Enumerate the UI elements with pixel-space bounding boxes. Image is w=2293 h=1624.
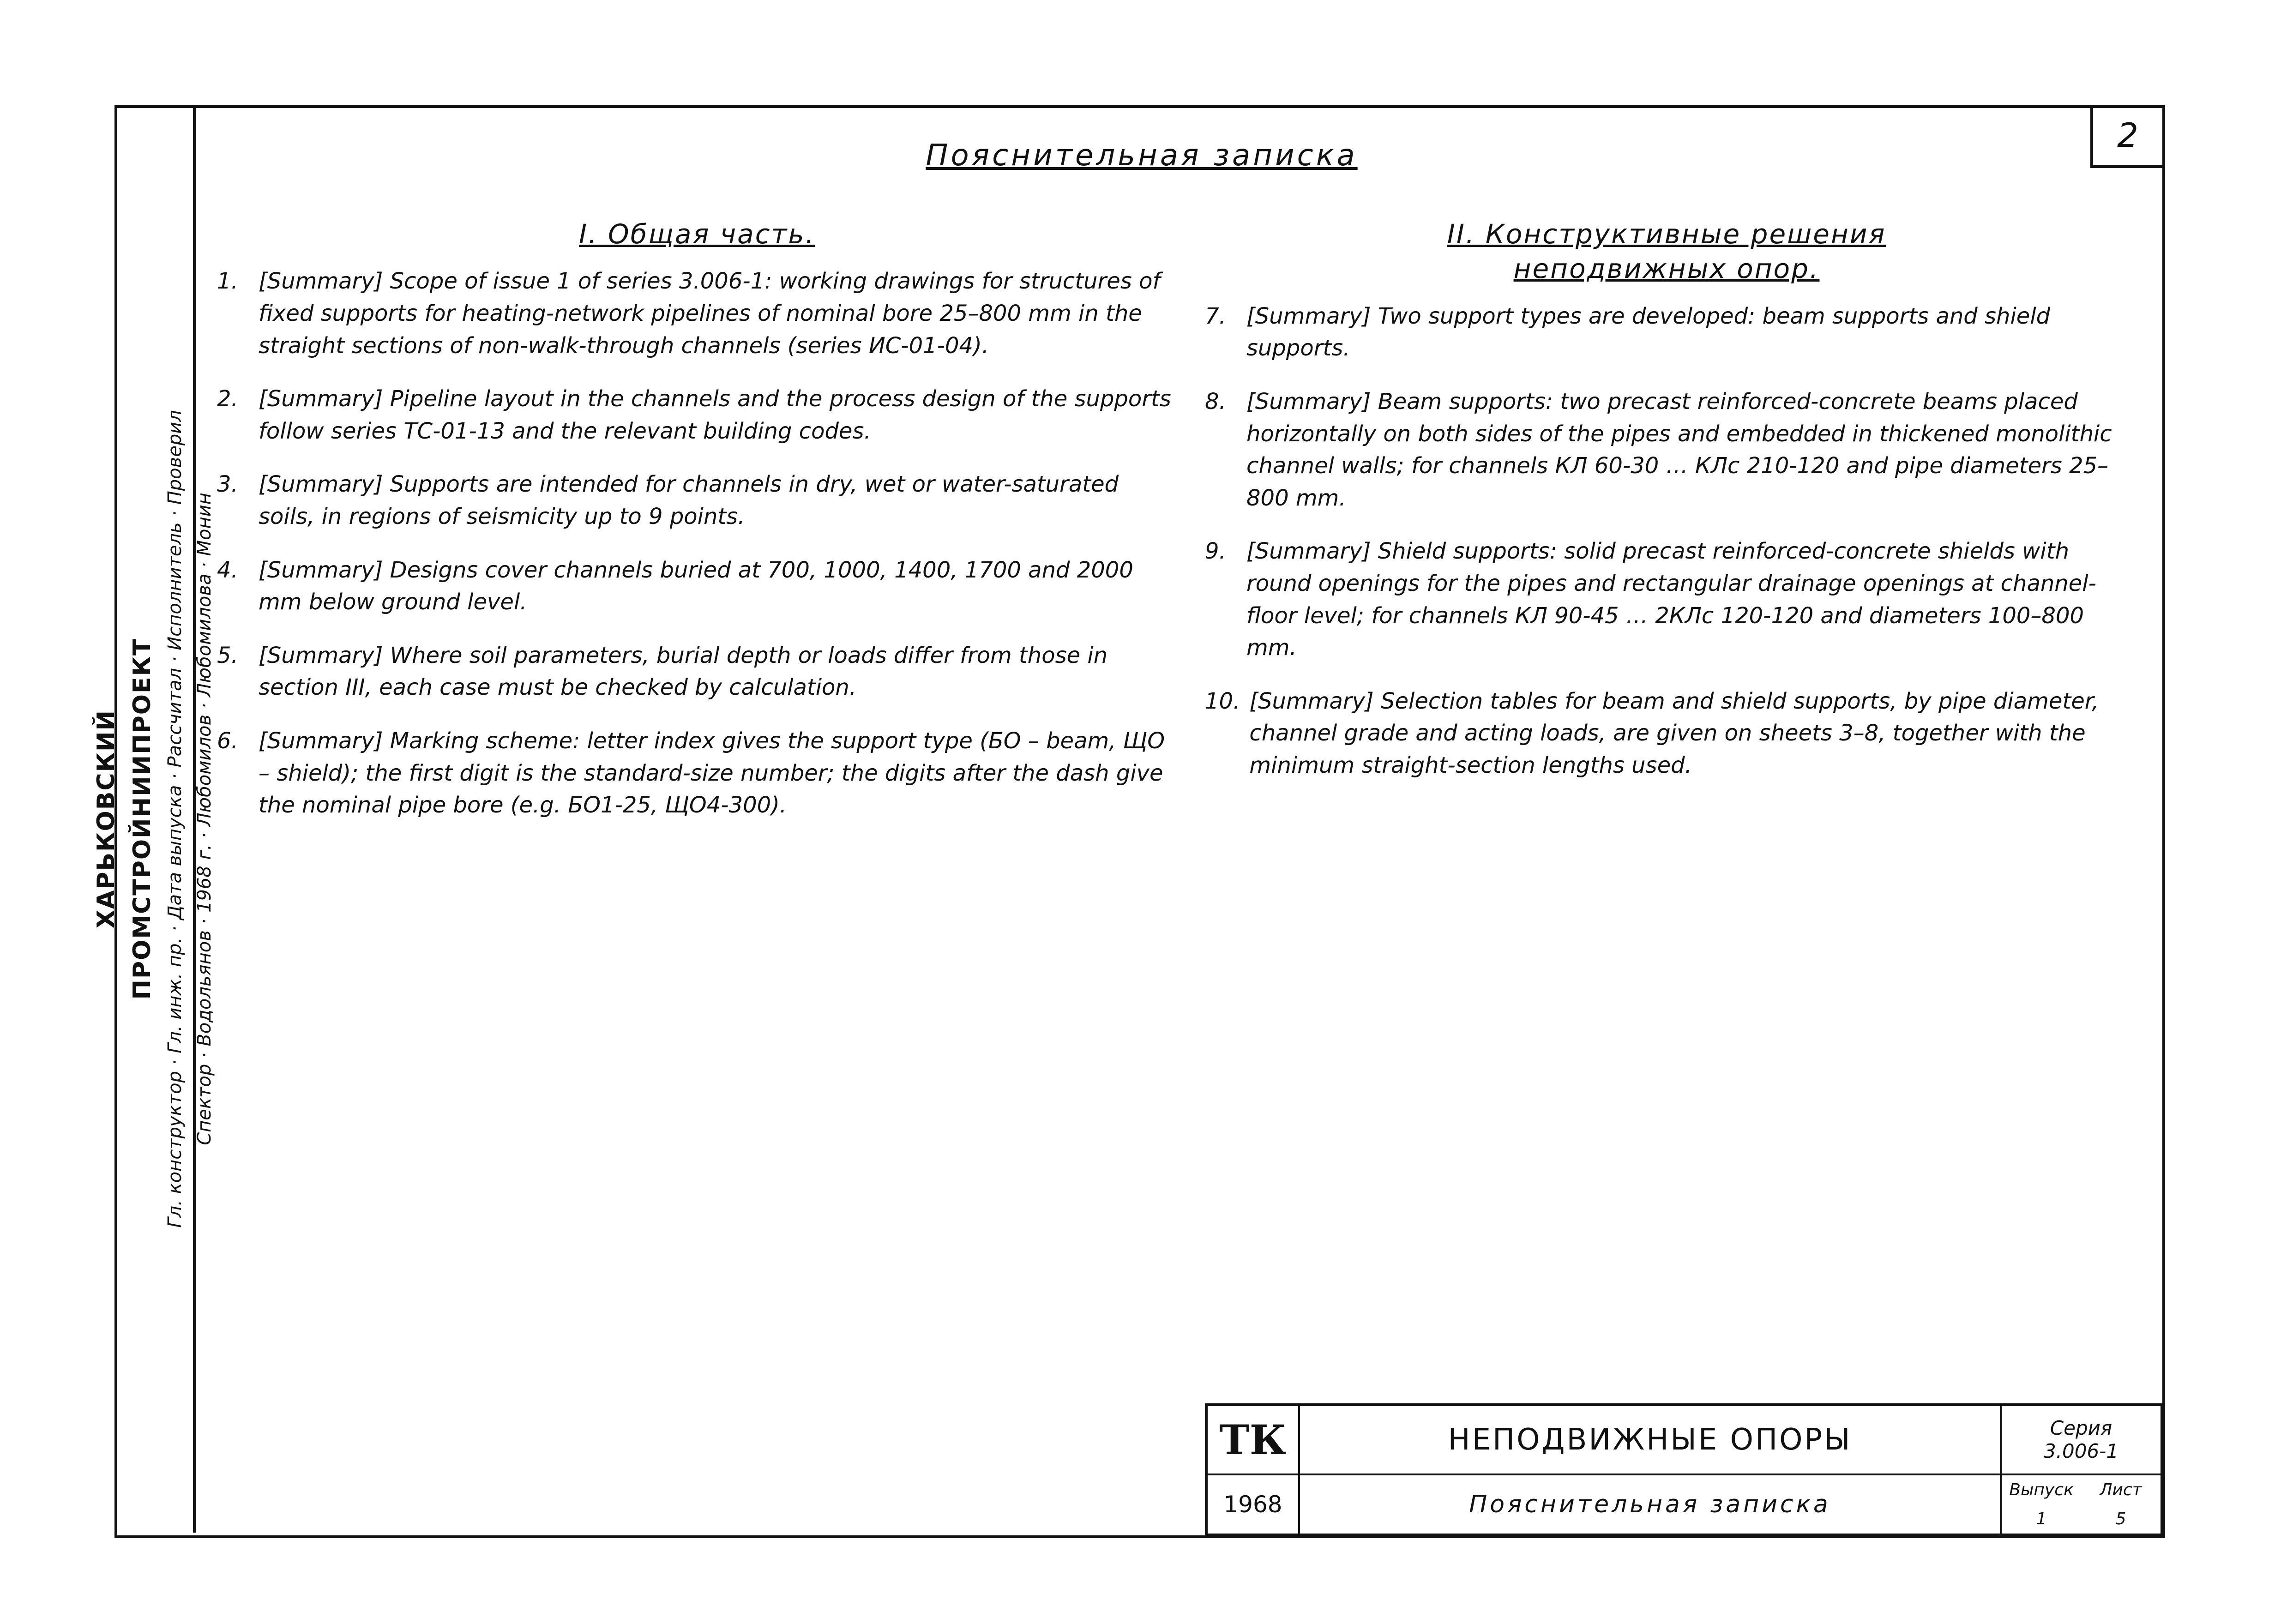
note-item (1205, 386, 2128, 514)
note-item-text: [Summary] Beam supports: two precast reinforced-concrete beams placed horizontally on both sides of the pipes and embedded in thickened monolithic channel walls; for channels КЛ 60-30 … КЛс 210-120 and pipe diameters 25–800 mm. (1246, 388, 2112, 511)
note-item (217, 383, 1177, 447)
note-item (1205, 686, 2128, 782)
sheet-value: 5 (2115, 1510, 2126, 1528)
series-label: Серия (2050, 1416, 2112, 1439)
note-item (1205, 301, 2128, 365)
note-item-number: 1. (217, 268, 238, 295)
note-item-text: [Summary] Supports are intended for channels in dry, wet or water-saturated soils, in regions of seismicity up to 9 points. (259, 471, 1119, 529)
title-block-logo: ТК (1208, 1406, 1300, 1475)
left-item-list (217, 265, 1177, 821)
note-item (217, 469, 1177, 533)
note-item-number: 4. (217, 557, 238, 583)
note-item-text: [Summary] Two support types are developed: beam supports and shield supports. (1246, 303, 2051, 361)
note-item-number: 7. (1205, 303, 1226, 329)
side-stamp-content (92, 126, 215, 1511)
section-heading-general: I. Общая часть. (578, 218, 815, 250)
stamp-org-line-1: ХАРЬКОВСКИЙ (92, 709, 120, 929)
right-item-list (1205, 301, 2128, 782)
note-item-number: 5. (217, 642, 238, 668)
stamp-org-line-2: ПРОМСТРОЙНИИПРОЕКТ (128, 638, 156, 1000)
note-item-number: 6. (217, 728, 238, 754)
issue-label: Выпуск (2009, 1480, 2074, 1499)
title-block (1205, 1403, 2162, 1535)
title-block-year: 1968 (1208, 1475, 1300, 1535)
note-item-text: [Summary] Selection tables for beam and shield supports, by pipe diameter, channel grade and acting loads, are given on sheets 3–8, together with the minimum straight-section lengths used. (1249, 688, 2099, 778)
note-item (1205, 535, 2128, 664)
note-item-text: [Summary] Designs cover channels buried at 700, 1000, 1400, 1700 and 2000 mm below ground level. (259, 557, 1133, 615)
section-heading-design-line-2: неподвижных опор. (1513, 253, 1820, 285)
note-item (217, 725, 1177, 822)
section-heading-design (1205, 217, 2128, 287)
note-item (217, 554, 1177, 619)
stamp-roles: Гл. конструктор · Гл. инж. пр. · Дата выпуска · Рассчитал · Исполнитель · Проверил (164, 410, 186, 1228)
side-stamp (92, 105, 215, 1533)
title-block-name: НЕПОДВИЖНЫЕ ОПОРЫ (1300, 1406, 2002, 1475)
title-block-issue-sheet (2002, 1475, 2162, 1535)
issue-value: 1 (2036, 1510, 2047, 1528)
note-item-text: [Summary] Scope of issue 1 of series 3.006-1: working drawings for structures of fixed supports for heating-network pipelines of nominal bore 25–800 mm in the straight sections of non-walk-through channels (series ИС-01-04). (259, 268, 1161, 359)
note-item (217, 640, 1177, 704)
note-item-number: 2. (217, 386, 238, 412)
left-column (217, 217, 1177, 843)
right-column (1205, 217, 2128, 803)
note-item-number: 10. (1205, 688, 1240, 714)
note-item (217, 265, 1177, 362)
title-block-series (2002, 1406, 2162, 1475)
series-value: 3.006-1 (2043, 1440, 2119, 1462)
stamp-names: Спектор · Водольянов · 1968 г. · Любомилов · Любомилова · Монин (194, 493, 215, 1145)
note-item-text: [Summary] Pipeline layout in the channels and the process design of the supports follow series ТС-01-13 and the relevant building codes. (259, 386, 1171, 444)
title-block-subtitle: Пояснительная записка (1300, 1475, 2002, 1535)
sheet-number: 2 (2090, 105, 2162, 168)
note-item-text: [Summary] Shield supports: solid precast reinforced-concrete shields with round openings for the pipes and rectangular drainage openings at channel-floor level; for channels КЛ 90-45 … 2КЛс 120-120 and diameters 100–800 mm. (1246, 538, 2096, 661)
note-item-number: 3. (217, 471, 238, 498)
note-item-text: [Summary] Marking scheme: letter index gives the support type (БО – beam, ЩО – shield); the first digit is the standard-size number; the digits after the dash give the nominal pipe bore (e.g. БО1-25, ЩО4-300). (259, 728, 1165, 818)
sheet-label: Лист (2100, 1480, 2142, 1499)
section-heading-design-line-1: II. Конструктивные решения (1447, 218, 1886, 250)
page-title: Пояснительная записка (926, 138, 1358, 173)
note-item-text: [Summary] Where soil parameters, burial depth or loads differ from those in section III, each case must be checked by calculation. (259, 642, 1108, 701)
note-item-number: 9. (1205, 538, 1226, 565)
note-item-number: 8. (1205, 388, 1226, 415)
